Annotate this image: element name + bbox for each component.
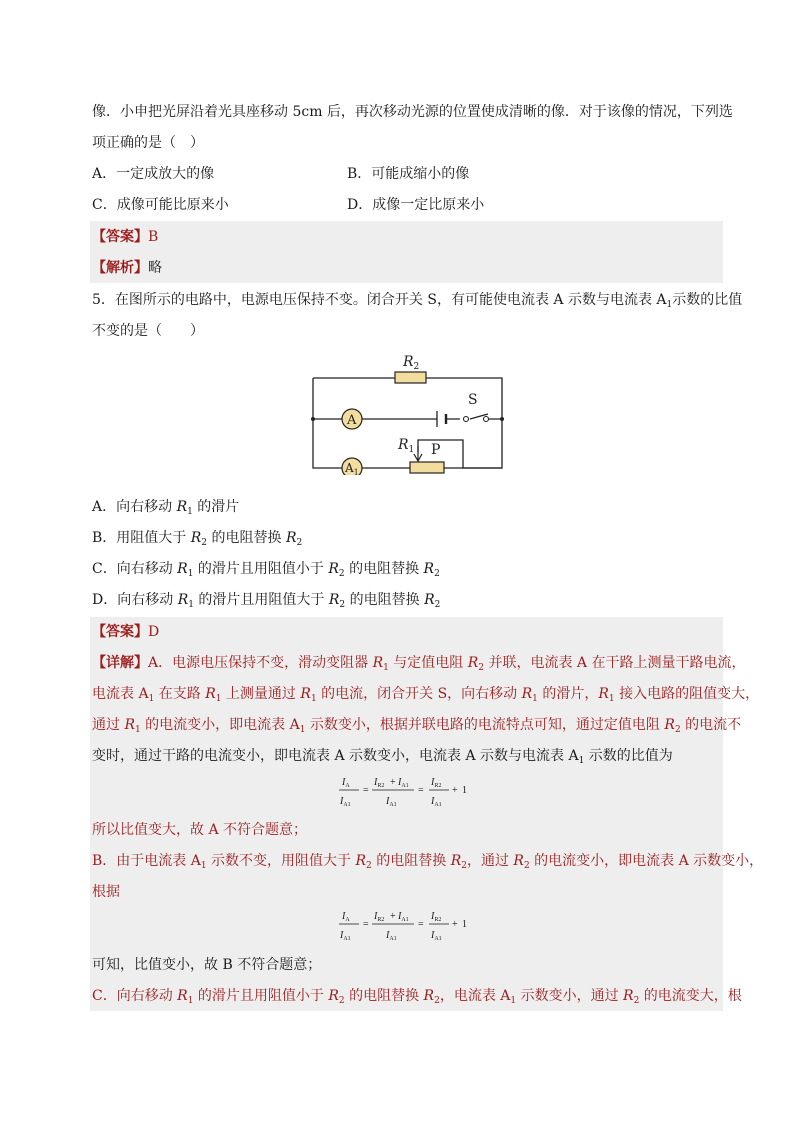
text: 与定值电阻: [388, 655, 468, 671]
text: 的电阻替换: [345, 592, 425, 608]
var: R: [300, 686, 311, 702]
text: B．由于电流表 A: [92, 853, 201, 869]
sub: 2: [201, 538, 208, 548]
var: R: [513, 853, 524, 869]
var: R: [467, 655, 479, 671]
text: 的电阻替换: [371, 853, 451, 869]
sub: 1: [510, 996, 517, 1006]
sub: 2: [338, 996, 345, 1006]
var: R: [598, 686, 609, 702]
r1-label: $R_1$: [398, 437, 415, 455]
q5-detail-line-3: [92, 715, 741, 735]
sub: 2: [366, 861, 372, 871]
detail-tag: 【详解】: [92, 655, 148, 671]
q5-option-c: [92, 559, 440, 579]
sub: 2: [674, 725, 681, 735]
formula-den: $I_{A1}$: [386, 930, 397, 942]
sub: 1: [215, 694, 222, 704]
q5-detail-line-9: [92, 986, 742, 1006]
answer-tag: 【答案】: [92, 229, 148, 245]
var: R: [205, 686, 216, 702]
q4-option-a: A．一定成放大的像: [92, 166, 215, 182]
text: 示数不变，用阻值大于: [206, 853, 356, 869]
text: ，通过: [466, 853, 514, 869]
sub: 1: [608, 694, 615, 704]
q5-stem-tail: 示数的比值: [672, 292, 743, 308]
formula-num: $I_A$: [342, 911, 350, 923]
formula-num: $I_A$: [342, 777, 350, 789]
var: R: [285, 530, 297, 546]
text: 上测量通过: [221, 686, 301, 702]
sub: 2: [434, 996, 440, 1006]
q5-detail-line-8: 可知，比值变小，故 B 不符合题意；: [92, 957, 322, 973]
text: 的滑片，: [537, 686, 599, 702]
text: 示数变小，通过: [516, 988, 624, 1004]
sub: 1: [187, 996, 194, 1006]
equals-sign: =: [363, 919, 369, 930]
text: 的电阻替换: [344, 561, 424, 577]
resistor-r1: [410, 462, 444, 473]
slider-arrow: [414, 446, 422, 461]
text: C．向右移动: [92, 988, 178, 1004]
q5-detail-line-1: [92, 653, 746, 673]
q5-stem-text: 在图所示的电路中，电源电压保持不变。闭合开关 S，有可能使电流表 A 示数与电流表 A: [114, 292, 667, 308]
q5-stem-line-1: [92, 290, 742, 310]
q5-detail-line-6: [92, 851, 763, 871]
ammeter-a-label: A: [347, 413, 357, 428]
q4-stem-line-2: 项正确的是（ ）: [92, 135, 204, 151]
formula-num: $I_{R2}$: [431, 911, 442, 923]
one: 1: [462, 919, 467, 930]
plus-sign: +: [390, 777, 396, 788]
sub: 2: [434, 569, 440, 579]
text: 的电阻替换: [207, 530, 286, 546]
sub: 1: [188, 600, 194, 610]
q5-detail-line-2: [92, 684, 759, 704]
var: R: [355, 853, 367, 869]
equals-sign: =: [418, 785, 424, 796]
sub: 1: [532, 694, 538, 704]
var: R: [372, 655, 384, 671]
analysis-value: 略: [148, 260, 162, 276]
formula-den: $I_{A1}$: [386, 796, 397, 808]
equals-sign: =: [363, 785, 369, 796]
formula-num: $I_{A1}$: [398, 911, 409, 923]
text: 接入电路的阻值变大，: [614, 686, 760, 702]
sub: 2: [461, 861, 467, 871]
formula-den: $I_{A1}$: [431, 930, 442, 942]
var: R: [176, 499, 188, 515]
formula-num: $I_{R2}$: [374, 777, 385, 789]
q5-answer: [92, 622, 159, 642]
var: R: [424, 592, 435, 608]
sub: 1: [578, 756, 585, 766]
q4-answer-box: [90, 221, 723, 283]
sub: 1: [135, 725, 141, 735]
text: D．向右移动: [92, 592, 178, 608]
q4-option-c: C．成像可能比原来小: [92, 197, 229, 213]
var: R: [521, 686, 533, 702]
sub: 2: [434, 600, 441, 610]
formula-num: $I_{R2}$: [431, 777, 442, 789]
switch-label: S: [468, 392, 478, 408]
q4-analysis: [92, 258, 162, 278]
text: 的滑片且用阻值小于: [193, 988, 329, 1004]
sub: 1: [299, 725, 306, 735]
q5-option-a: [92, 497, 239, 517]
sub: 2: [633, 996, 640, 1006]
sub: 2: [296, 538, 303, 548]
text: 的滑片且用阻值小于: [193, 561, 329, 577]
text: C．向右移动: [92, 561, 178, 577]
analysis-tag: 【解析】: [92, 260, 148, 276]
one: 1: [462, 785, 467, 796]
r2-label: $R_2$: [403, 354, 420, 372]
var: R: [423, 561, 435, 577]
text: 变时，通过干路的电流变小，即电流表 A 示数变小，电流表 A 示数与电流表 A: [92, 748, 579, 764]
text: 的电流变大，根: [639, 988, 742, 1004]
var: R: [423, 988, 435, 1004]
q4-option-b: B．可能成缩小的像: [347, 166, 470, 182]
text: A．电源电压保持不变，滑动变阻器: [148, 655, 373, 671]
sub: 2: [523, 861, 530, 871]
answer-value: D: [148, 624, 160, 640]
text: 通过: [92, 717, 125, 733]
junction-dot: [311, 417, 315, 421]
sub: 2: [338, 569, 345, 579]
sub: 1: [187, 569, 194, 579]
q5-number: 5．: [92, 292, 115, 308]
q5-solution-box: [90, 617, 723, 1011]
var: R: [177, 988, 188, 1004]
sub: 1: [148, 694, 155, 704]
text: 的电阻替换: [344, 988, 424, 1004]
formula-den: $I_{A1}$: [340, 930, 351, 942]
var: R: [328, 561, 339, 577]
q4-answer: [92, 227, 158, 247]
sub: 2: [339, 600, 346, 610]
text: 的滑片: [192, 499, 240, 515]
text: 的电流变小，即电流表 A: [140, 717, 300, 733]
text: 示数的比值为: [584, 748, 673, 764]
q5-option-d: [92, 590, 440, 610]
ratio-formula-2: [336, 905, 486, 945]
var: R: [177, 592, 189, 608]
text: ，电流表 A: [439, 988, 511, 1004]
circuit-diagram: [300, 350, 520, 475]
var: R: [623, 988, 634, 1004]
plus-sign: +: [452, 919, 458, 930]
text: 的滑片且用阻值大于: [193, 592, 329, 608]
var: R: [124, 717, 135, 733]
ratio-formula-1: [336, 771, 486, 811]
text: B．用阻值大于: [92, 530, 191, 546]
q5-detail-line-4: [92, 746, 673, 766]
resistor-r2: [395, 372, 426, 383]
text: A．向右移动: [92, 499, 177, 515]
var: R: [328, 592, 340, 608]
q5-stem-line-2: 不变的是（ ）: [92, 323, 204, 339]
text: 在支路: [154, 686, 206, 702]
ammeter-a1-label: $A_1$: [345, 461, 359, 475]
text: 的电流，闭合开关 S，向右移动: [316, 686, 522, 702]
var: R: [450, 853, 462, 869]
plus-sign: +: [452, 785, 458, 796]
formula-num: $I_{R2}$: [374, 911, 385, 923]
battery: [437, 411, 446, 427]
q4-option-d: D．成像一定比原来小: [347, 197, 485, 213]
var: R: [177, 561, 188, 577]
var: R: [664, 717, 675, 733]
q5-detail-line-7: 根据: [92, 884, 120, 900]
sub: 1: [383, 663, 389, 673]
sub: 2: [478, 663, 485, 673]
text: 的电流变小，即电流表 A 示数变小，: [529, 853, 764, 869]
text: 示数变小，根据并联电路的电流特点可知，通过定值电阻: [305, 717, 665, 733]
q5-option-b: [92, 528, 302, 548]
equals-sign: =: [418, 919, 424, 930]
junction-dot: [500, 417, 504, 421]
q5-detail-line-5: 所以比值变大，故 A 不符合题意；: [92, 822, 308, 838]
answer-value: B: [148, 229, 159, 245]
text: 并联，电流表 A 在干路上测量干路电流，: [484, 655, 746, 671]
sub: 1: [666, 300, 673, 310]
slider-label: P: [431, 442, 441, 458]
var: R: [328, 988, 339, 1004]
text: 的电流不: [680, 717, 742, 733]
formula-num: $I_{A1}$: [398, 777, 409, 789]
sub: 1: [187, 507, 193, 517]
var: R: [190, 530, 202, 546]
sub: 1: [310, 694, 317, 704]
q4-stem-line-1: 像．小申把光屏沿着光具座移动 5cm 后，再次移动光源的位置使成清晰的像．对于该像的情况，下列选: [92, 104, 733, 120]
sub: 1: [200, 861, 207, 871]
formula-den: $I_{A1}$: [340, 796, 351, 808]
plus-sign: +: [390, 911, 396, 922]
text: 电流表 A: [92, 686, 149, 702]
formula-den: $I_{A1}$: [431, 796, 442, 808]
answer-tag: 【答案】: [92, 624, 148, 640]
